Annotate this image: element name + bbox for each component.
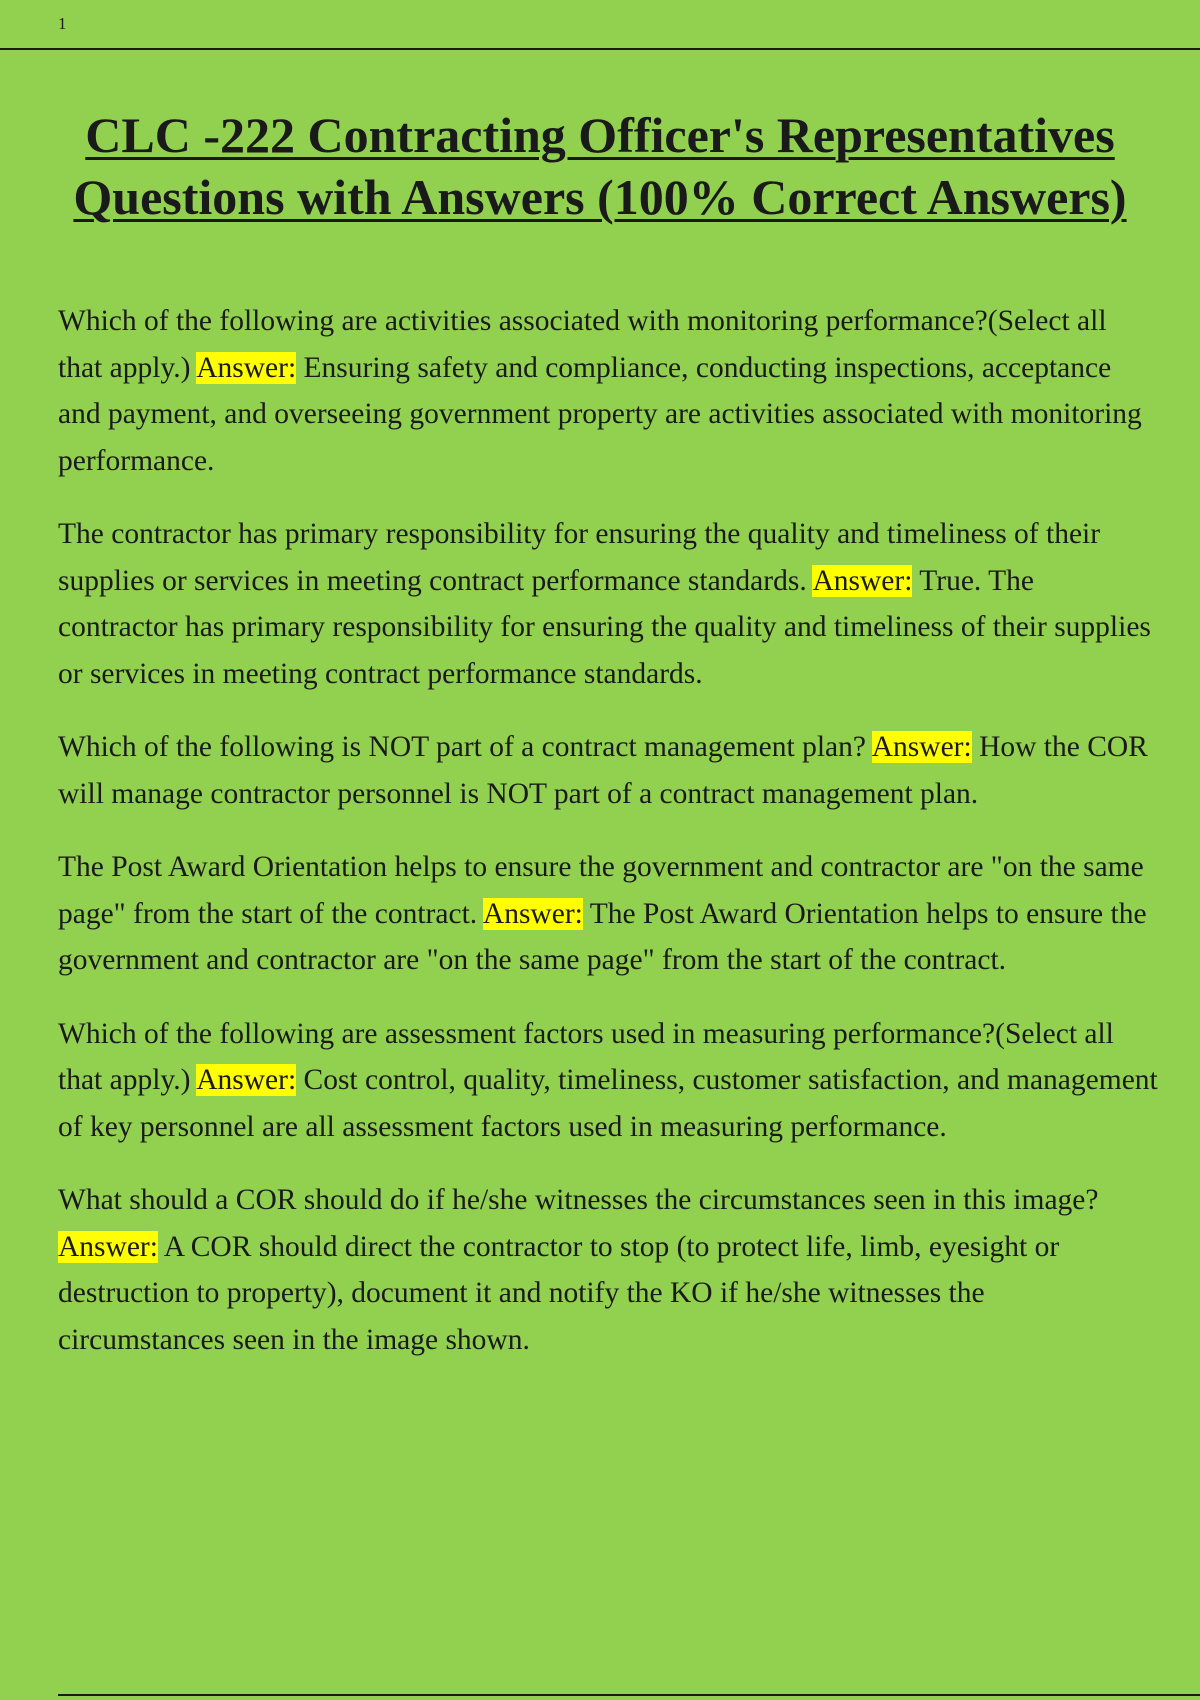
answer-text: The Post Award Orientation helps to ensure the government and contractor are "on the same page" from the start of the contract. <box>58 897 1147 976</box>
answer-text: True. The contractor has primary responsibility for ensuring the quality and timeliness of their supplies or services in meeting contract performance standards. <box>58 564 1151 690</box>
qa-item-3 <box>58 724 1158 817</box>
qa-item-4 <box>58 844 1158 984</box>
answer-label: Answer: <box>196 351 297 384</box>
answer-label: Answer: <box>196 1064 297 1096</box>
qa-item-2 <box>58 511 1158 697</box>
footer-divider <box>58 1694 1200 1696</box>
qa-item-6 <box>58 1177 1158 1363</box>
answer-text: Cost control, quality, timeliness, customer satisfaction, and management of key personnel are all assessment factors used in measuring performance. <box>58 1064 1158 1143</box>
question-text: What should a COR should do if he/she witnesses the circumstances seen in this image? <box>58 1184 1099 1216</box>
question-text: Which of the following are assessment factors used in measuring performance?(Select all that apply.) <box>58 1017 1114 1096</box>
answer-text: Ensuring safety and compliance, conducting inspections, acceptance and payment, and overseeing government property are activities associated with monitoring performance. <box>58 351 1142 477</box>
answer-text: How the COR will manage contractor personnel is NOT part of a contract management plan. <box>58 731 1148 810</box>
question-text: The Post Award Orientation helps to ensure the government and contractor are "on the same page" from the start of the contract. <box>58 851 1144 930</box>
qa-list <box>58 298 1158 1390</box>
answer-label: Answer: <box>812 564 913 597</box>
document-title: CLC -222 Contracting Officer's Representatives Questions with Answers (100% Correct Answers) <box>73 107 1127 225</box>
answer-label: Answer: <box>871 731 972 763</box>
question-text: The contractor has primary responsibility for ensuring the quality and timeliness of their supplies or services in meeting contract performance standards. <box>58 518 1101 597</box>
answer-text: A COR should direct the contractor to stop (to protect life, limb, eyesight or destruction to property), document it and notify the KO if he/she witnesses the circumstances seen in the image shown. <box>58 1230 1060 1356</box>
answer-label: Answer: <box>482 897 583 930</box>
question-text: Which of the following are activities associated with monitoring performance?(Select all that apply.) <box>58 305 1107 384</box>
qa-item-5 <box>58 1011 1158 1151</box>
page-header <box>0 0 1200 50</box>
question-text: Which of the following is NOT part of a contract management plan? <box>58 731 866 763</box>
answer-label: Answer: <box>58 1230 158 1263</box>
page-number: 1 <box>58 14 67 33</box>
qa-item-1 <box>58 298 1158 484</box>
